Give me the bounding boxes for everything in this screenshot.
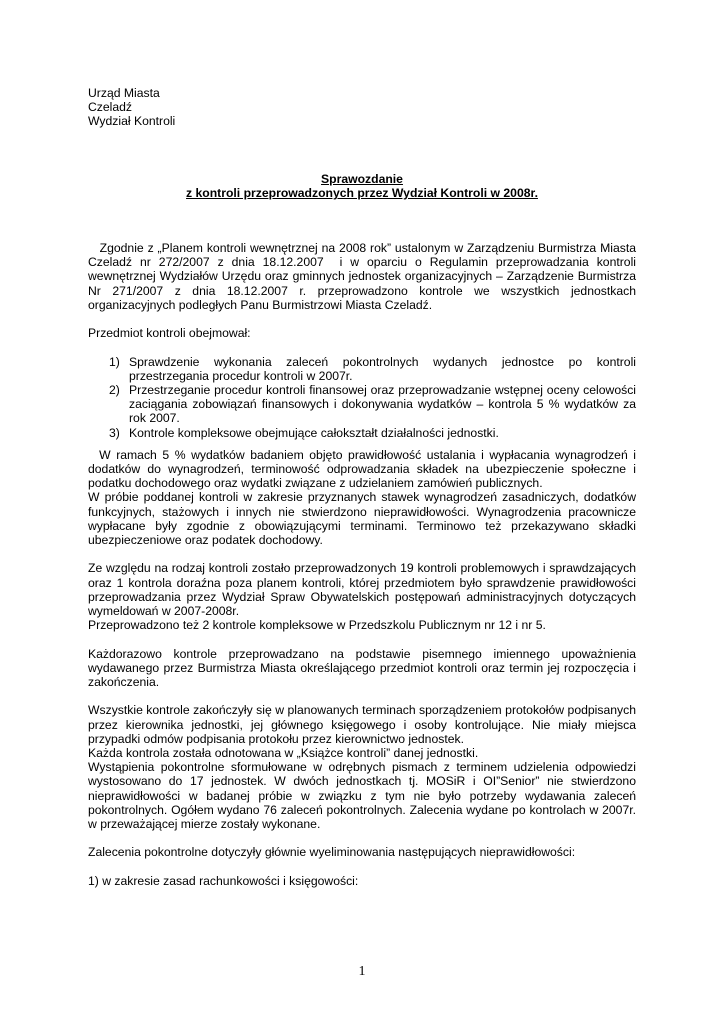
list-item: 1) Sprawdzenie wykonania zaleceń pokontrolnych wydanych jednostce po kontroli przestrzegania procedur kontroli w 2007r. <box>109 354 636 383</box>
authorization-paragraph: Każdorazowo kontrole przeprowadzano na podstawie pisemnego imiennego upoważnienia wydawanego przez Burmistrza Miasta określającego przedmiot kontroli oraz termin jej rozpoczęcia i zakończenia. <box>88 646 636 690</box>
intro-paragraph: Zgodnie z „Planem kontroli wewnętrznej na 2008 rok” ustalonym w Zarządzeniu Burmistrza Miasta Czeladź nr 272/2007 z dnia 18.12.2007 i w oparciu o Regulamin przeprowadzania kontroli wewnętrznej Wydziałów Urzędu oraz gminnych jednostek organizacyjnych – Zarządzenie Burmistrza Nr 271/2007 z dnia 18.12.2007 r. przeprowadzono kontrole we wszystkich jednostkach organizacyjnych podległych Panu Burmistrzowi Miasta Czeladź. <box>88 241 640 312</box>
scope-list <box>88 355 636 440</box>
scope-heading: Przedmiot kontroli obejmował: <box>88 326 251 341</box>
sender-city: Czeladź <box>88 100 133 115</box>
recommendations-paragraph: Wystąpienia pokontrolne sformułowane w odrębnych pismach z terminem udzielenia odpowiedzi wystosowano do 17 jednostek. W dwóch jednostkach tj. MOSiR i OI”Senior” nie stwierdzono nieprawidłowości w badanej próbie w związku z tym nie było potrzeby wydawania zaleceń pokontrolnych. Ogółem wydano 76 zaleceń pokontrolnych. Zalecenia wydane po kontrolach w 2007r. w przeważającej mierze zostały wykonane. <box>88 760 636 832</box>
sender-office: Urząd Miasta <box>88 86 160 100</box>
document-title <box>88 172 636 200</box>
list-item: 3) Kontrole kompleksowe obejmujące całokształt działalności jednostki. <box>109 425 499 440</box>
sample-paragraph: W ramach 5 % wydatków badaniem objęto prawidłowość ustalania i wypłacania wynagrodzeń i dodatków do wynagrodzeń, terminowość odprowadzania składek na ubezpieczenie społeczne i podatku dochodowego oraz wydatki związane z udzielaniem zamówień publicznych. <box>88 447 640 491</box>
title-line-2: z kontroli przeprowadzonych przez Wydział Kontroli w 2008r. <box>186 186 538 201</box>
book-paragraph: Każda kontrola została odnotowana w „Książce kontroli” danej jednostki. <box>88 746 479 761</box>
item-paragraph: 1) w zakresie zasad rachunkowości i księgowości: <box>88 873 359 888</box>
document-body <box>88 241 640 888</box>
page-number: 1 <box>358 964 366 979</box>
sender-block <box>88 86 175 129</box>
title-line-1: Sprawozdanie <box>321 172 403 186</box>
count-paragraph-2: Przeprowadzono też 2 kontrole kompleksowe w Przedszkolu Publicznym nr 12 i nr 5. <box>88 618 546 633</box>
count-paragraph: Ze względu na rodzaj kontroli zostało przeprowadzonych 19 kontroli problemowych i sprawdzających oraz 1 kontrola doraźna poza planem kontroli, której przedmiotem było sprawdzenie prawidłowości przeprowadzania przez Wydział Spraw Obywatelskich postępowań administracyjnych dotyczących wymeldowań w 2007-2008r. <box>88 561 636 619</box>
concern-paragraph: Zalecenia pokontrolne dotyczyły głównie wyeliminowania następujących nieprawidłowości: <box>88 845 576 860</box>
list-item: 2) Przestrzeganie procedur kontroli finansowej oraz przeprowadzanie wstępnej oceny celowości zaciągania zobowiązań finansowych i dokonywania wydatków – kontrola 5 % wydatków za rok 2007. <box>109 383 636 426</box>
completion-paragraph: Wszystkie kontrole zakończyły się w planowanych terminach sporządzeniem protokołów podpisanych przez kierownika jednostki, jej głównego księgowego i osoby kontrolujące. Nie miały miejsca przypadki odmów podpisania protokołu przez kierownictwo jednostek. <box>88 703 636 746</box>
sample-paragraph-2: W próbie poddanej kontroli w zakresie przyznanych stawek wynagrodzeń zasadniczych, dodatków funkcyjnych, stażowych i innych nie stwierdzono nieprawidłowości. Wynagrodzenia pracownicze wypłacane były zgodnie z obowiązującymi terminami. Terminowo też przekazywano składki ubezpieczeniowe oraz podatek dochodowy. <box>88 490 636 548</box>
sender-department: Wydział Kontroli <box>88 114 176 129</box>
